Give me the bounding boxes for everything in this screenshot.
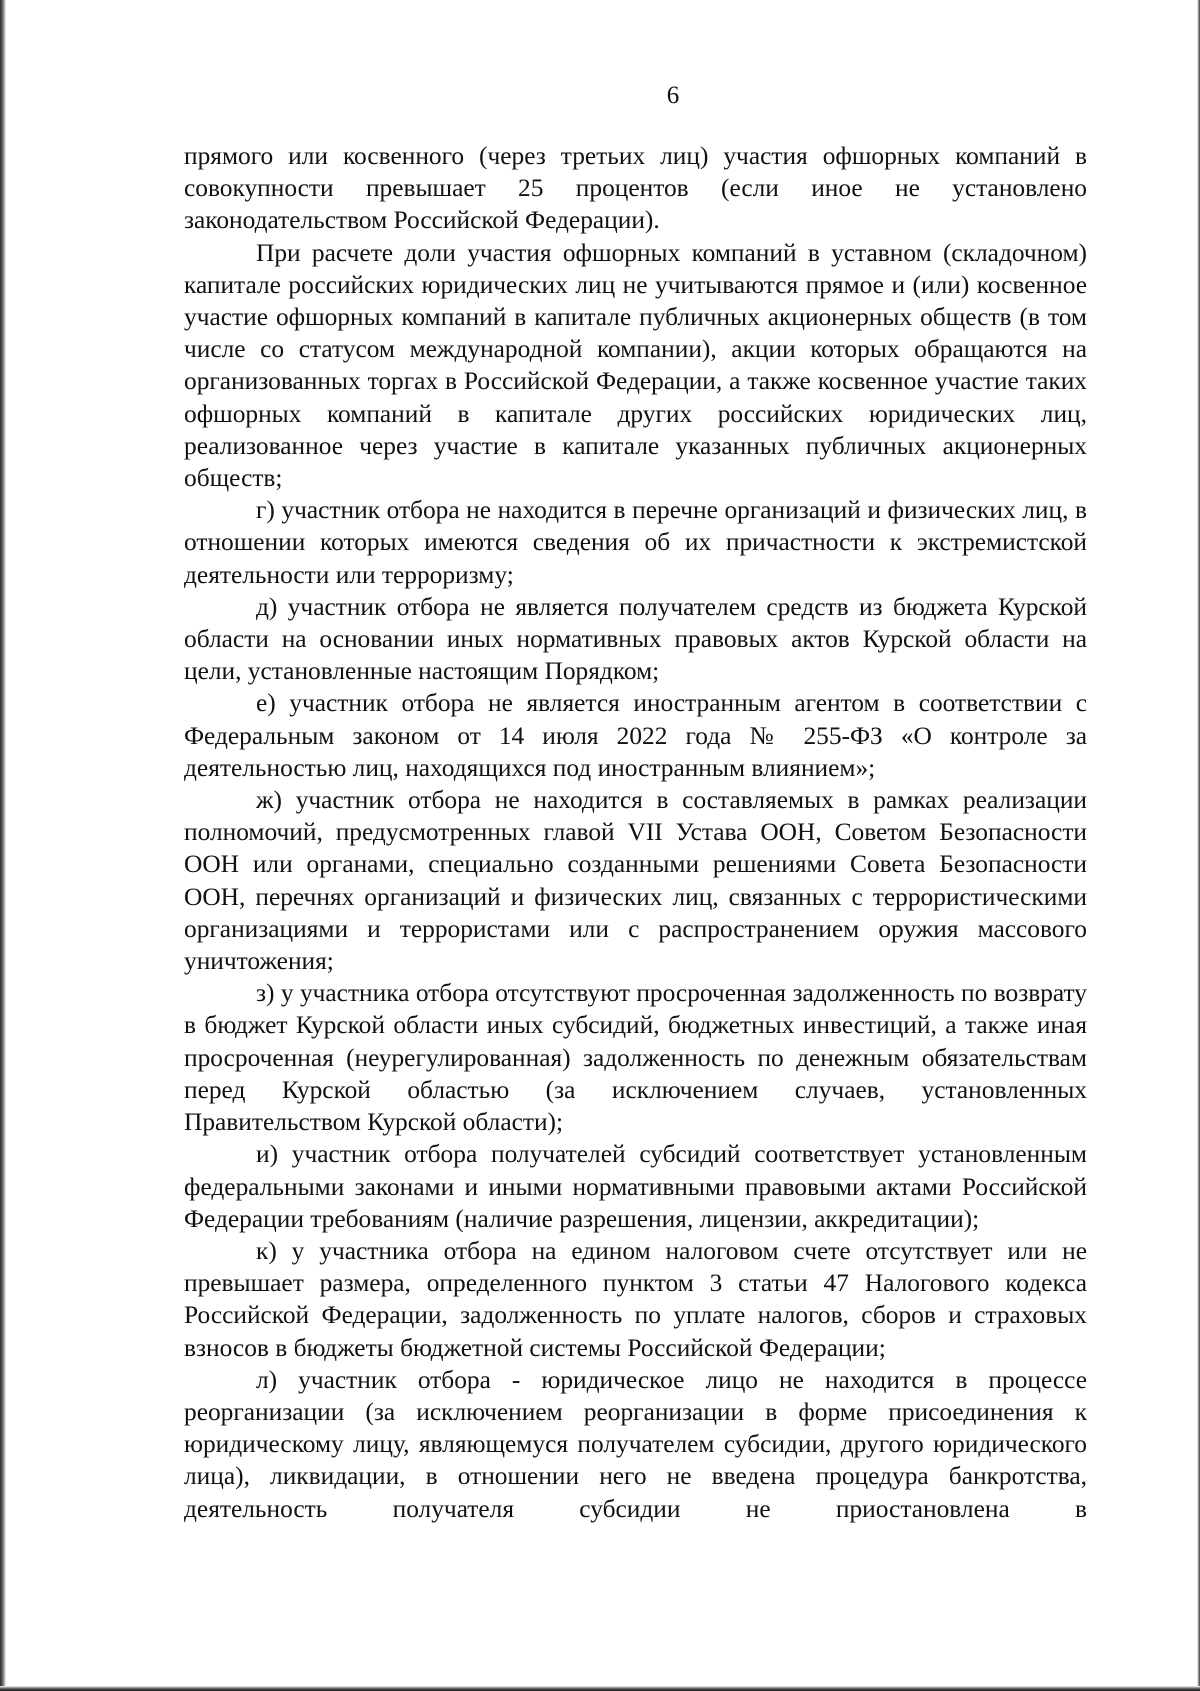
- page-number: 6: [666, 82, 680, 109]
- paragraph-item-d: д) участник отбора не является получателем средств из бюджета Курской области на основании иных нормативных правовых актов Курской области на цели, установленные настоящим Порядком;: [184, 592, 1087, 686]
- paragraph-item-zh: ж) участник отбора не находится в составляемых в рамках реализации полномочий, предусмотренных главой VII Устава ООН, Советом Безопасности ООН или органами, специально созданными решениями Совета Безопасности ООН, перечнях организаций и физических лиц, связанных с террористическими организациями и террористами или с распространением оружия массового уничтожения;: [184, 786, 1087, 976]
- paragraph-continuation: прямого или косвенного (через третьих лиц) участия офшорных компаний в совокупности превышает 25 процентов (если иное не установлено законодательством Российской Федерации).: [184, 142, 1087, 235]
- paragraph-item-i: и) участник отбора получателей субсидий соответствует установленным федеральными законами и иными нормативными правовыми актами Российской Федерации требованиям (наличие разрешения, лицензии, аккредитации);: [184, 1140, 1087, 1233]
- paragraph-item-l: л) участник отбора - юридическое лицо не находится в процессе реорганизации (за исключением реорганизации в форме присоединения к юридическому лицу, являющемуся получателем субсидии, другого юридического лица), ликвидации, в отношении него не введена процедура банкротства, деятельность получателя субсидии не приостановлена в: [184, 1365, 1087, 1523]
- paragraph-item-g: г) участник отбора не находится в перечне организаций и физических лиц, в отношении которых имеются сведения об их причастности к экстремистской деятельности или терроризму;: [184, 496, 1087, 589]
- document-body: [184, 140, 1087, 1525]
- scan-edge-bottom: [0, 1686, 1200, 1691]
- paragraph-item-k: к) у участника отбора на едином налоговом счете отсутствует или не превышает размера, определенного пунктом 3 статьи 47 Налогового кодекса Российской Федерации, задолженность по уплате налогов, сборов и страховых взносов в бюджеты бюджетной системы Российской Федерации;: [184, 1236, 1087, 1362]
- paragraph-item-e: е) участник отбора не является иностранным агентом в соответствии с Федеральным законом от 14 июля 2022 года № 255-ФЗ «О контроле за деятельностью лиц, находящихся под иностранным влиянием»;: [184, 689, 1087, 782]
- paragraph-item-z: з) у участника отбора отсутствуют просроченная задолженность по возврату в бюджет Курской области иных субсидий, бюджетных инвестиций, а также иная просроченная (неурегулированная) задолженность по денежным обязательствам перед Курской областью (за исключением случаев, установленных Правительством Курской области);: [184, 979, 1087, 1137]
- paragraph-offshore-calculation: При расчете доли участия офшорных компаний в уставном (складочном) капитале российских юридических лиц не учитываются прямое и (или) косвенное участие офшорных компаний в капитале публичных акционерных обществ (в том числе со статусом международной компании), акции которых обращаются на организованных торгах в Российской Федерации, а также косвенное участие таких офшорных компаний в капитале других российских юридических лиц, реализованное через участие в капитале указанных публичных акционерных обществ;: [184, 238, 1087, 493]
- scan-edge-left: [0, 0, 6, 1691]
